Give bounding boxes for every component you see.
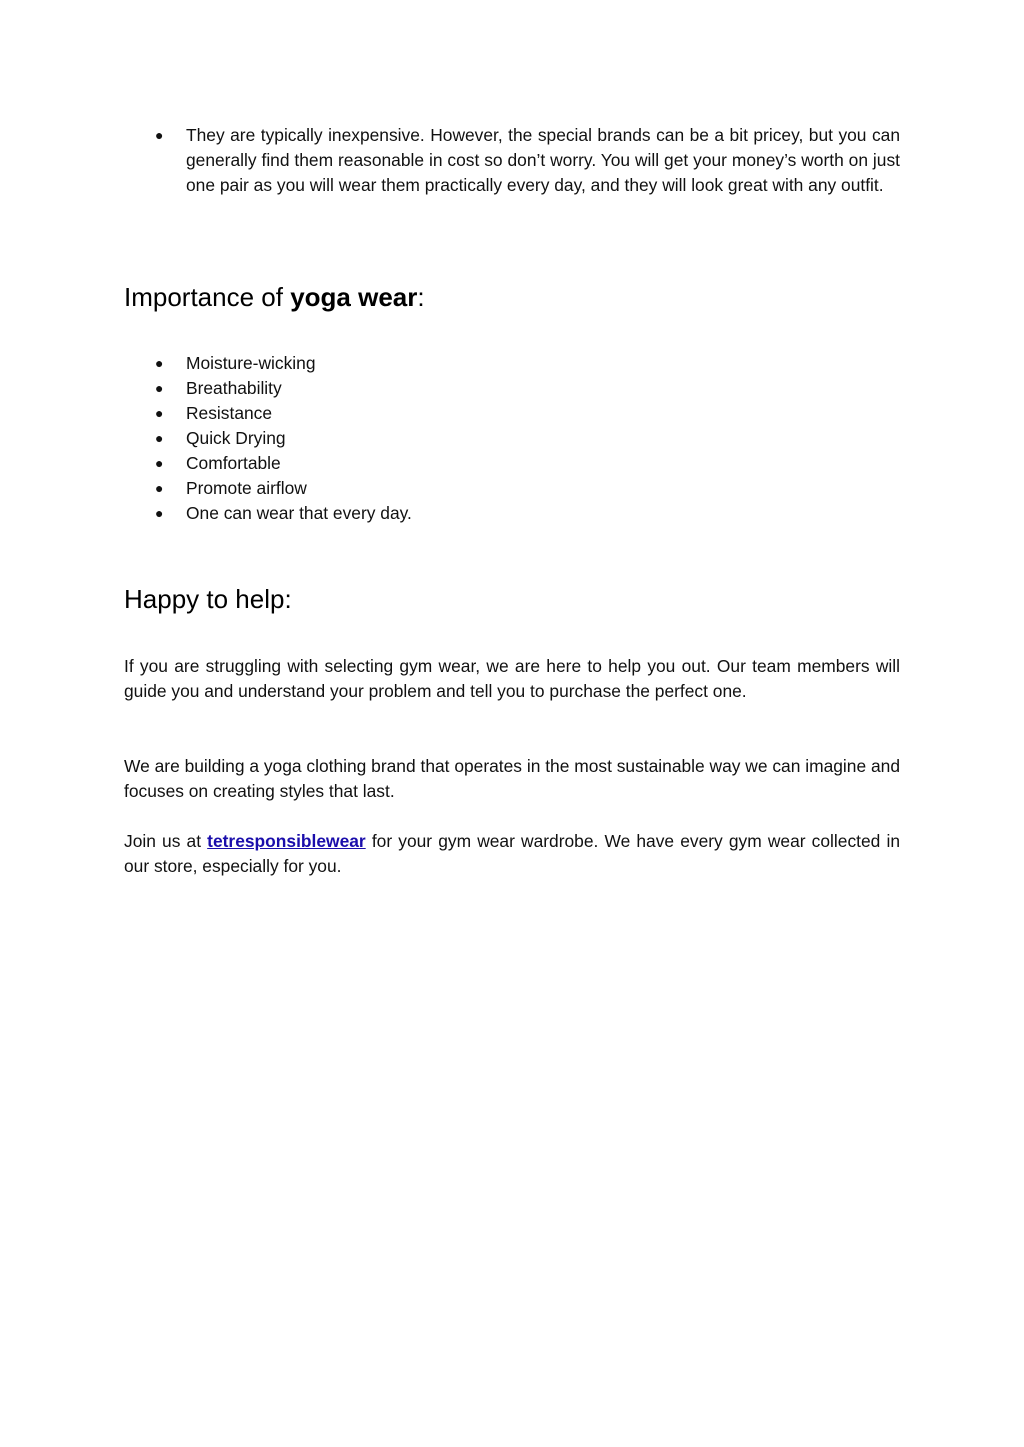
intro-list: [124, 123, 900, 198]
join-text-suffix: for your gym wear wardrobe. We have every gym wear collected in our store, especially for you.: [124, 831, 900, 876]
list-item-label: Breathability: [186, 378, 282, 398]
help-paragraph-2: We are building a yoga clothing brand that operates in the most sustainable way we can imagine and focuses on creating styles that last.: [124, 756, 900, 801]
bullet-icon: ●: [155, 505, 164, 521]
list-item-label: Resistance: [186, 403, 273, 423]
bullet-icon: ●: [155, 480, 164, 496]
importance-heading-prefix: Importance of: [124, 282, 291, 312]
bullet-icon: ●: [155, 405, 164, 421]
list-item: [124, 451, 900, 476]
importance-heading: [124, 281, 900, 313]
list-item: [124, 376, 900, 401]
list-item-label: Quick Drying: [186, 428, 286, 448]
list-item: [124, 123, 900, 198]
list-item: [124, 426, 900, 451]
help-paragraph-1: If you are struggling with selecting gym wear, we are here to help you out. Our team members will guide you and understand your problem and tell you to purchase the perfect one.: [124, 656, 900, 701]
list-item-label: Moisture-wicking: [186, 353, 316, 373]
list-item-label: One can wear that every day.: [186, 503, 412, 523]
help-paragraph-3: [124, 829, 900, 879]
join-text-prefix: Join us at: [124, 831, 208, 851]
store-link[interactable]: tetresponsiblewear: [207, 831, 366, 851]
list-item-label: Promote airflow: [186, 478, 307, 498]
importance-heading-bold: yoga wear: [290, 282, 418, 312]
bullet-icon: ●: [155, 380, 164, 396]
bullet-icon: ●: [155, 355, 164, 371]
help-heading: Happy to help:: [124, 584, 292, 614]
list-item: [124, 351, 900, 376]
importance-heading-suffix: :: [417, 282, 425, 312]
list-item: [124, 501, 900, 526]
list-item-label: Comfortable: [186, 453, 281, 473]
bullet-icon: ●: [155, 430, 164, 446]
intro-bullet-text: They are typically inexpensive. However, the special brands can be a bit pricey, but you can generally find them reasonable in cost so don’t worry. You will get your money’s worth on just one pair as you will wear them practically every day, and they will look great with any outfit.: [186, 125, 900, 195]
list-item: [124, 476, 900, 501]
bullet-icon: ●: [155, 127, 164, 143]
list-item: [124, 401, 900, 426]
bullet-icon: ●: [155, 455, 164, 471]
importance-list: [124, 351, 900, 526]
